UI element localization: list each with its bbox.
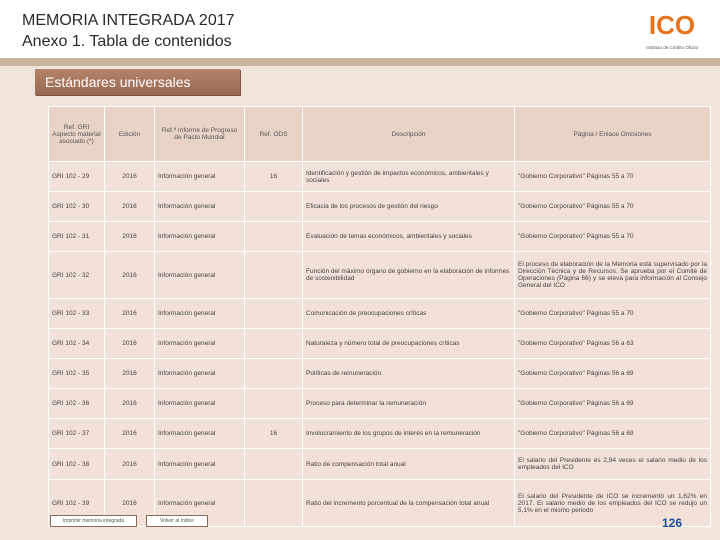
cell-pacto: Información general (155, 299, 245, 329)
col-header-edicion: Edición (105, 107, 155, 162)
col-header-descripcion: Descripción (303, 107, 515, 162)
cell-edition: 2016 (105, 449, 155, 480)
cell-ref: GRI 102 - 32 (49, 252, 105, 299)
cell-description: Identificación y gestión de impactos económicos, ambientales y sociales (303, 162, 515, 192)
cell-description: Evaluación de temas económicos, ambientales y sociales (303, 222, 515, 252)
cell-ref: GRI 102 - 38 (49, 449, 105, 480)
header-band (0, 58, 720, 66)
cell-ref: GRI 102 - 30 (49, 192, 105, 222)
cell-page-link[interactable]: "Gobierno Corporativo" Páginas 55 a 70 (515, 222, 711, 252)
cell-description: Eficacia de los procesos de gestión del riesgo (303, 192, 515, 222)
cell-ods (245, 192, 303, 222)
table-row (49, 192, 711, 222)
cell-page-link[interactable]: "Gobierno Corporativo" Páginas 56 a 69 (515, 389, 711, 419)
col-header-ods: Ref. ODS (245, 107, 303, 162)
cell-ods (245, 359, 303, 389)
table-row (49, 359, 711, 389)
cell-description: Naturaleza y número total de preocupaciones críticas (303, 329, 515, 359)
cell-edition: 2016 (105, 389, 155, 419)
cell-ods (245, 299, 303, 329)
cell-page-link: El proceso de elaboración de la Memoria está supervisado por la Dirección Técnica y de Recursos. Se aprueba por el Comité de Operaciones (Página 66) y se eleva para información al Consejo General del ICO (515, 252, 711, 299)
cell-pacto: Información general (155, 162, 245, 192)
cell-edition: 2016 (105, 359, 155, 389)
cell-edition: 2016 (105, 480, 155, 527)
table-row (49, 449, 711, 480)
cell-page-link[interactable]: "Gobierno Corporativo" Páginas 56 a 69 (515, 359, 711, 389)
cell-ref: GRI 102 - 31 (49, 222, 105, 252)
back-to-index-button[interactable]: Volver al índice (146, 515, 208, 527)
cell-ods (245, 389, 303, 419)
table-row (49, 252, 711, 299)
cell-page-link[interactable]: "Gobierno Corporativo" Páginas 56 a 69 (515, 419, 711, 449)
table-row (49, 162, 711, 192)
logo-caption: Instituto de Crédito Oficial (646, 45, 698, 50)
table-row (49, 329, 711, 359)
cell-description: Ratio de compensación total anual (303, 449, 515, 480)
cell-description: Políticas de remuneración (303, 359, 515, 389)
col-header-ref-gri: Ref. GRI Aspecto material asociado (*) (49, 107, 105, 162)
cell-page-link[interactable]: "Gobierno Corporativo" Páginas 55 a 70 (515, 299, 711, 329)
cell-description: Comunicación de preocupaciones críticas (303, 299, 515, 329)
cell-ods: 16 (245, 162, 303, 192)
cell-pacto: Información general (155, 329, 245, 359)
cell-page-link[interactable]: "Gobierno Corporativo" Páginas 55 a 70 (515, 162, 711, 192)
cell-ref: GRI 102 - 29 (49, 162, 105, 192)
col-header-pagina: Página / Enlace Omisiones (515, 107, 711, 162)
cell-ods (245, 329, 303, 359)
cell-page-link[interactable]: "Gobierno Corporativo" Páginas 55 a 70 (515, 192, 711, 222)
cell-ref: GRI 102 - 35 (49, 359, 105, 389)
cell-edition: 2016 (105, 162, 155, 192)
cell-pacto: Información general (155, 480, 245, 527)
cell-edition: 2016 (105, 222, 155, 252)
table-row (49, 389, 711, 419)
cell-ods (245, 449, 303, 480)
contents-table (48, 106, 711, 527)
cell-pacto: Información general (155, 192, 245, 222)
cell-ref: GRI 102 - 34 (49, 329, 105, 359)
cell-description: Ratio del incremento porcentual de la compensación total anual (303, 480, 515, 527)
cell-ods (245, 222, 303, 252)
page-subtitle: Anexo 1. Tabla de contenidos (22, 33, 232, 50)
cell-pacto: Información general (155, 359, 245, 389)
col-header-pacto-mundial: Ref.ª Informe de Progreso de Pacto Mundial (155, 107, 245, 162)
cell-page-link: El salario del Presidente es 2,94 veces el salario medio de los empleados del ICO (515, 449, 711, 480)
cell-pacto: Información general (155, 222, 245, 252)
cell-description: Función del máximo órgano de gobierno en la elaboración de informes de sostenibilidad (303, 252, 515, 299)
table-row (49, 222, 711, 252)
cell-ods: 16 (245, 419, 303, 449)
table-header-row (49, 107, 711, 162)
cell-edition: 2016 (105, 192, 155, 222)
cell-pacto: Información general (155, 389, 245, 419)
cell-ref: GRI 102 - 36 (49, 389, 105, 419)
cell-description: Proceso para determinar la remuneración (303, 389, 515, 419)
table-row (49, 299, 711, 329)
cell-ref: GRI 102 - 33 (49, 299, 105, 329)
cell-pacto: Información general (155, 252, 245, 299)
cell-ods (245, 252, 303, 299)
page-header (0, 0, 720, 58)
print-report-button[interactable]: Imprimir memoria integrada (50, 515, 137, 527)
cell-ref: GRI 102 - 39 (49, 480, 105, 527)
cell-ref: GRI 102 - 37 (49, 419, 105, 449)
page-title: MEMORIA INTEGRADA 2017 (22, 12, 235, 29)
cell-ods (245, 480, 303, 527)
table-row (49, 419, 711, 449)
cell-edition: 2016 (105, 299, 155, 329)
cell-edition: 2016 (105, 252, 155, 299)
logo-letters: ICO (648, 10, 696, 40)
cell-edition: 2016 (105, 329, 155, 359)
cell-page-link[interactable]: "Gobierno Corporativo" Páginas 56 a 63 (515, 329, 711, 359)
cell-pacto: Información general (155, 419, 245, 449)
cell-edition: 2016 (105, 419, 155, 449)
cell-pacto: Información general (155, 449, 245, 480)
section-title: Estándares universales (35, 69, 240, 95)
cell-description: Involucramiento de los grupos de interés en la remuneración (303, 419, 515, 449)
cell-page-link: El salario del Presidente de ICO se incrementó un 1,62% en 2017. El salario medio de los empleados del ICO se redujo un 5,1% en el mismo periodo (515, 480, 711, 527)
page-number: 126 (662, 516, 683, 530)
